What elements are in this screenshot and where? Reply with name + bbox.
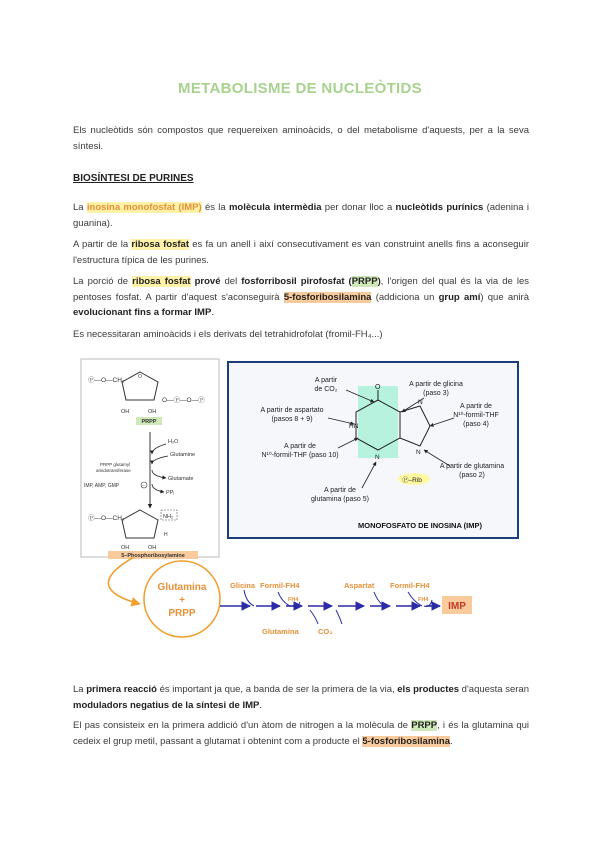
svg-text:H₂O: H₂O <box>168 439 179 445</box>
svg-text:A partir de: A partir de <box>324 487 356 494</box>
svg-text:(paso 2): (paso 2) <box>459 472 485 479</box>
svg-text:(paso 3): (paso 3) <box>423 390 449 397</box>
svg-text:N: N <box>418 399 423 406</box>
inhibitors-label: IMP, AMP, GMP <box>84 483 120 489</box>
svg-text:N: N <box>375 454 380 461</box>
svg-text:Glicina: Glicina <box>230 581 256 590</box>
svg-text:FH4: FH4 <box>288 597 299 603</box>
ribose-highlight: ribosa fosfat <box>131 239 189 250</box>
svg-text:Glutamina: Glutamina <box>157 582 207 593</box>
svg-text:PPᵢ: PPᵢ <box>166 490 175 496</box>
svg-text:glutamina (paso 5): glutamina (paso 5) <box>311 496 369 503</box>
svg-text:H: H <box>164 532 168 538</box>
svg-text:IMP: IMP <box>448 601 466 612</box>
prpp-highlight: PRPP <box>351 276 378 287</box>
svg-text:A partir de glutamina: A partir de glutamina <box>439 463 505 470</box>
svg-text:A partir de: A partir de <box>460 403 492 410</box>
svg-text:Glutamina: Glutamina <box>262 627 299 636</box>
svg-text:O: O <box>375 384 381 391</box>
svg-text:N¹⁰-formil-THF (paso 10): N¹⁰-formil-THF (paso 10) <box>261 452 339 459</box>
paragraph-aminoacids: Es necessitaran aminoàcids i els derivats del tetrahidrofolat (fromil-FH₄...) <box>73 329 383 340</box>
svg-text:Glutamine: Glutamine <box>170 452 196 458</box>
ribose-phosphate-label: Ⓟ–Rib <box>402 477 422 484</box>
svg-text:A partir: A partir <box>314 377 338 384</box>
imp-term: inosina monofosfat (IMP) <box>86 202 202 213</box>
svg-text:OH: OH <box>148 545 157 551</box>
purine-biosynthesis-figure <box>78 356 528 666</box>
svg-text:(pasos 8 + 9): (pasos 8 + 9) <box>271 416 313 423</box>
svg-text:+: + <box>179 595 185 606</box>
paragraph-ribose: A partir de la ribosa fosfat es fa un anell i així consecutivament es van construint anells fins a aconseguir l'estructura típica de les purines. <box>73 239 529 266</box>
imp-title: MONOFOSFATO DE INOSINA (IMP) <box>357 521 483 530</box>
enzyme-label: PRPP glutamyl <box>100 462 131 467</box>
svg-text:A partir de aspartato: A partir de aspartato <box>260 407 324 414</box>
paragraph-first-reaction: La primera reacció és important ja que, a banda de ser la primera de la via, els productes d'aquesta seran moduladors negatius de la síntesi de IMP. <box>73 684 529 711</box>
svg-text:−: − <box>142 483 145 489</box>
paragraph-nitrogen-step: El pas consisteix en la primera addició d'un àtom de nitrogen a la molècula de PRPP, i és la glutamina qui cedeix el grup metil, passant a glutamat i obtenint com a producte el 5-fosforibosilamina. <box>73 720 530 747</box>
product-label: 5–Phosphoribosylamine <box>121 553 185 559</box>
amine-group-label: NH₂ <box>163 514 174 520</box>
svg-text:OH: OH <box>121 409 130 415</box>
svg-text:Formil-FH4: Formil-FH4 <box>260 581 300 590</box>
section-heading: BIOSÍNTESI DE PURINES <box>73 173 194 184</box>
svg-text:amidotransferase: amidotransferase <box>96 468 131 473</box>
svg-text:OH: OH <box>121 545 130 551</box>
svg-text:O: O <box>138 374 142 380</box>
paragraph-prpp: La porció de ribosa fosfat prové del fosforribosil pirofosfat (PRPP), l'origen del qual és la via de les pentoses fosfat. A partir d'aquest s'aconseguirà 5-fosforibosilamina (addiciona un grup amí) que anirà evolucionant fins a formar IMP. <box>73 276 530 318</box>
page-title: METABOLISME DE NUCLEÒTIDS <box>178 80 422 97</box>
svg-text:N: N <box>416 449 421 456</box>
svg-text:FH4: FH4 <box>418 597 429 603</box>
svg-text:Glutamate: Glutamate <box>168 476 194 482</box>
prpp-label: PRPP <box>141 419 157 425</box>
prpp-phosphate-label: Ⓟ—O—CH₂ <box>88 377 125 384</box>
svg-text:N¹⁰-formil-THF: N¹⁰-formil-THF <box>453 412 499 419</box>
svg-text:CO₂: CO₂ <box>318 627 333 636</box>
svg-text:A partir de glicina: A partir de glicina <box>409 381 463 388</box>
svg-text:A partir de: A partir de <box>284 443 316 450</box>
svg-text:(paso 4): (paso 4) <box>463 421 489 428</box>
svg-text:HN: HN <box>349 423 359 430</box>
phosphoribosylamine-highlight: 5-fosforibosilamina <box>283 291 372 303</box>
svg-text:Ⓟ—O—CH₂: Ⓟ—O—CH₂ <box>88 515 125 522</box>
svg-text:PRPP: PRPP <box>168 608 196 619</box>
paragraph-imp: La inosina monofosfat (IMP) és la molècula intermèdia per donar lloc a nucleòtids purínics (adenina i guanina). <box>73 202 529 229</box>
intro-paragraph: Els nucleòtids són compostos que requereixen aminoàcids, o del metabolisme d'aquests, per a la seva síntesi. <box>73 125 529 152</box>
svg-text:Aspartat: Aspartat <box>344 581 375 590</box>
svg-text:Formil-FH4: Formil-FH4 <box>390 581 430 590</box>
svg-text:OH: OH <box>148 409 157 415</box>
svg-text:de CO₂: de CO₂ <box>314 386 338 393</box>
prpp-pyrophosphate-label: O—Ⓟ—O—Ⓟ <box>162 397 205 404</box>
